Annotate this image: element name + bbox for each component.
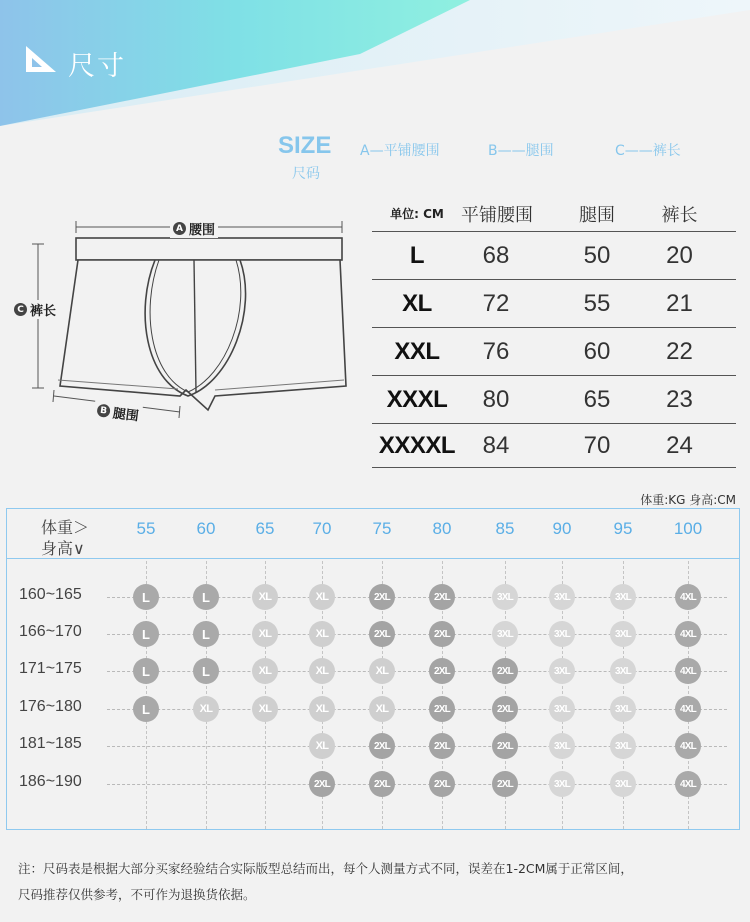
- height-axis-label: 身高∨: [41, 539, 85, 558]
- size-table-header: [372, 196, 736, 232]
- size-recommendation-dot: L: [133, 584, 159, 610]
- header-leg: 腿围: [579, 204, 615, 226]
- size-subheading: 尺码: [292, 166, 320, 182]
- legend-c: C——裤长: [615, 143, 681, 159]
- size-recommendation-dot: 3XL: [610, 658, 636, 684]
- size-recommendation-dot: XL: [252, 696, 278, 722]
- size-recommendation-dot: L: [133, 658, 159, 684]
- length-cell: 22: [666, 337, 693, 365]
- leg-cell: 65: [583, 385, 611, 413]
- size-recommendation-dot: 2XL: [369, 771, 395, 797]
- size-heading: SIZE: [278, 132, 332, 159]
- size-recommendation-dot: 4XL: [675, 733, 701, 759]
- size-recommendation-dot: 3XL: [610, 621, 636, 647]
- size-recommendation-dot: XL: [309, 733, 335, 759]
- size-recommendation-dot: 2XL: [492, 733, 518, 759]
- leg-label-text: 腿围: [111, 406, 140, 425]
- height-row-label: 181~185: [19, 735, 82, 752]
- size-recommendation-dot: 2XL: [429, 733, 455, 759]
- size-recommendation-dot: XL: [252, 658, 278, 684]
- label-b-badge: B: [96, 403, 110, 417]
- size-recommendation-grid: [6, 508, 740, 830]
- size-recommendation-dot: 2XL: [429, 696, 455, 722]
- size-recommendation-dot: 4XL: [675, 696, 701, 722]
- weight-column-header: 70: [312, 519, 332, 538]
- ruler-icon: [24, 44, 58, 74]
- waist-cell: 84: [482, 431, 510, 459]
- disclaimer-note: [18, 856, 733, 908]
- size-recommendation-dot: 2XL: [369, 733, 395, 759]
- leg-cell: 55: [583, 289, 611, 317]
- size-cell: XXXL: [386, 385, 448, 413]
- length-cell: 20: [666, 241, 693, 269]
- size-recommendation-dot: 3XL: [549, 696, 575, 722]
- header-length: 裤长: [661, 204, 698, 226]
- size-table-row: [372, 376, 736, 424]
- size-recommendation-dot: L: [133, 621, 159, 647]
- grid-units: 体重:KG 身高:CM: [640, 493, 736, 507]
- size-cell: L: [409, 241, 425, 269]
- length-cell: 23: [666, 385, 693, 413]
- weight-column-header: 55: [136, 519, 156, 538]
- size-table-row: [372, 424, 736, 468]
- weight-column-header: 100: [673, 519, 703, 538]
- size-recommendation-dot: 3XL: [610, 696, 636, 722]
- size-recommendation-dot: 3XL: [549, 621, 575, 647]
- size-cell: XL: [402, 289, 432, 317]
- weight-column-header: 80: [432, 519, 452, 538]
- size-recommendation-dot: XL: [309, 621, 335, 647]
- size-recommendation-dot: 3XL: [549, 733, 575, 759]
- leg-cell: 50: [583, 241, 611, 269]
- label-a-badge: A: [173, 222, 186, 235]
- size-recommendation-dot: L: [193, 621, 219, 647]
- waist-cell: 72: [482, 289, 510, 317]
- size-cell: XXL: [394, 337, 440, 365]
- size-recommendation-dot: 2XL: [309, 771, 335, 797]
- size-recommendation-dot: XL: [309, 696, 335, 722]
- size-recommendation-dot: XL: [369, 696, 395, 722]
- length-label-text: 裤长: [30, 304, 57, 319]
- waist-label-text: 腰围: [189, 223, 216, 238]
- size-recommendation-dot: XL: [252, 621, 278, 647]
- size-recommendation-dot: 3XL: [549, 658, 575, 684]
- legend-b: B——腿围: [488, 143, 554, 159]
- size-recommendation-dot: 3XL: [610, 771, 636, 797]
- weight-column-header: 65: [255, 519, 275, 538]
- size-cell: XXXXL: [378, 431, 456, 459]
- size-recommendation-dot: 2XL: [492, 771, 518, 797]
- size-recommendation-dot: 2XL: [369, 584, 395, 610]
- leg-cell: 70: [583, 431, 611, 459]
- height-row-label: 166~170: [19, 623, 82, 640]
- size-table-row: [372, 232, 736, 280]
- height-row-label: 160~165: [19, 586, 82, 603]
- waist-cell: 68: [482, 241, 510, 269]
- size-recommendation-dot: L: [193, 658, 219, 684]
- size-recommendation-dot: 3XL: [610, 733, 636, 759]
- size-recommendation-dot: 4XL: [675, 771, 701, 797]
- weight-column-header: 85: [495, 519, 515, 538]
- weight-column-header: 90: [552, 519, 572, 538]
- weight-column-header: 95: [613, 519, 633, 538]
- length-cell: 21: [666, 289, 693, 317]
- size-recommendation-dot: L: [193, 584, 219, 610]
- size-recommendation-dot: 2XL: [429, 584, 455, 610]
- size-table-row: [372, 328, 736, 376]
- section-title: 尺寸: [68, 51, 126, 82]
- note-line-2: 尺码推荐仅供参考，不可作为退换货依据。: [18, 887, 256, 902]
- size-recommendation-dot: 3XL: [549, 584, 575, 610]
- weight-axis-label: 体重＞: [41, 518, 90, 537]
- size-recommendation-dot: XL: [252, 584, 278, 610]
- legend-a: A—平铺腰围: [360, 143, 440, 159]
- size-recommendation-dot: 3XL: [492, 584, 518, 610]
- size-table: [372, 196, 736, 468]
- height-row-label: 186~190: [19, 773, 82, 790]
- note-line-1: 注：尺码表是根据大部分买家经验结合实际版型总结而出，每个人测量方式不同，误差在1-2CM属于正常区间，: [18, 861, 633, 876]
- weight-column-header: 60: [196, 519, 216, 538]
- length-cell: 24: [666, 431, 693, 459]
- size-recommendation-dot: 2XL: [369, 621, 395, 647]
- size-recommendation-dot: L: [133, 696, 159, 722]
- size-recommendation-dot: XL: [309, 584, 335, 610]
- size-recommendation-dot: XL: [193, 696, 219, 722]
- size-recommendation-dot: 4XL: [675, 621, 701, 647]
- waist-label: [170, 219, 218, 238]
- height-row-label: 171~175: [19, 660, 82, 677]
- unit-label: 单位: CM: [390, 207, 444, 221]
- size-recommendation-dot: 4XL: [675, 658, 701, 684]
- waist-cell: 76: [482, 337, 510, 365]
- size-table-row: [372, 280, 736, 328]
- length-label: [14, 300, 56, 319]
- briefs-diagram: [0, 200, 360, 440]
- size-recommendation-dot: XL: [309, 658, 335, 684]
- size-recommendation-dot: 4XL: [675, 584, 701, 610]
- size-recommendation-dot: 2XL: [429, 771, 455, 797]
- size-recommendation-dot: 2XL: [492, 658, 518, 684]
- size-recommendation-dot: 2XL: [492, 696, 518, 722]
- waist-cell: 80: [482, 385, 510, 413]
- leg-cell: 60: [583, 337, 611, 365]
- size-recommendation-dot: 2XL: [429, 658, 455, 684]
- size-recommendation-dot: 3XL: [492, 621, 518, 647]
- label-c-badge: C: [14, 303, 27, 316]
- size-recommendation-dot: 3XL: [610, 584, 636, 610]
- size-recommendation-dot: 3XL: [549, 771, 575, 797]
- height-row-label: 176~180: [19, 698, 82, 715]
- header-waist: 平铺腰围: [461, 204, 533, 226]
- size-recommendation-dot: 2XL: [429, 621, 455, 647]
- weight-column-header: 75: [372, 519, 392, 538]
- size-recommendation-dot: XL: [369, 658, 395, 684]
